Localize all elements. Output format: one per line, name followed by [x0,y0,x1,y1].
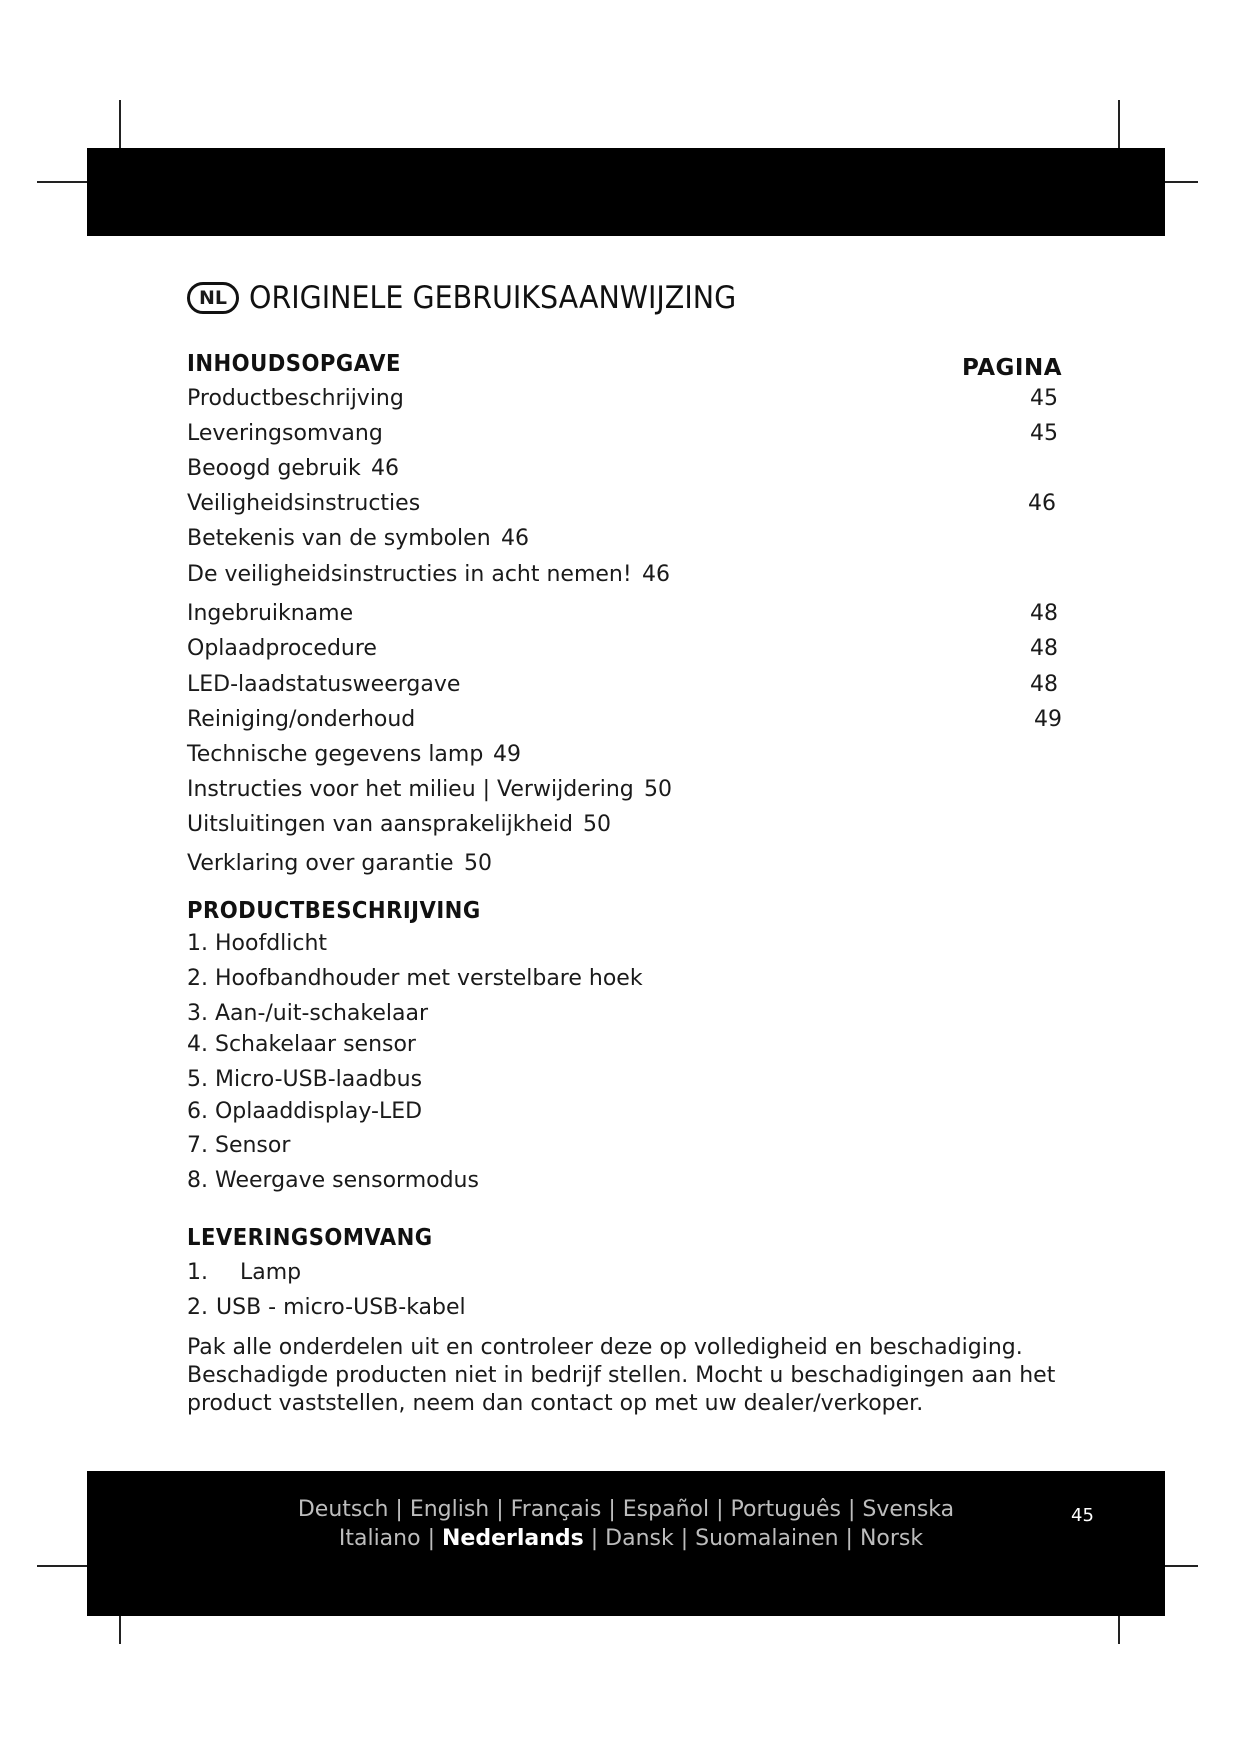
language-link-español[interactable]: Español [622,1497,710,1522]
toc-entry-label: Ingebruikname [187,601,354,626]
toc-entry-label: Betekenis van de symbolen [187,526,491,551]
toc-entry [187,851,1060,883]
language-link-norsk[interactable]: Norsk [859,1526,924,1551]
language-separator: | [420,1526,442,1551]
delivery-item-label: Lamp [240,1260,302,1285]
language-separator: | [840,1497,863,1522]
document-title: ORIGINELE GEBRUIKSAANWIJZING [249,280,737,316]
header-band [87,148,1165,236]
toc-entry-label: Veiligheidsinstructies [187,491,421,516]
toc-heading: INHOUDSOPGAVE [187,351,401,377]
language-link-deutsch[interactable]: Deutsch [297,1497,389,1522]
toc-entry-page: 46 [501,526,529,551]
product-description-heading: PRODUCTBESCHRIJVING [187,898,481,924]
toc-entry-page: 46 [1028,491,1056,516]
toc-entry [187,707,1060,739]
paragraph-line: product vaststellen, neem dan contact op met uw dealer/verkoper. [187,1391,924,1416]
language-link-english[interactable]: English [409,1497,490,1522]
product-part-item: 6. Oplaaddisplay-LED [187,1099,423,1124]
language-separator: | [583,1526,606,1551]
toc-entry-page: 50 [464,851,492,876]
delivery-paragraph [187,1334,1087,1418]
product-part-item: 5. Micro-USB-laadbus [187,1067,423,1092]
product-part-item: 2. Hoofbandhouder met verstelbare hoek [187,966,643,991]
page-number: 45 [1071,1505,1094,1526]
language-separator: | [673,1526,696,1551]
delivery-item-number: 1. [187,1260,208,1285]
toc-entry-label: Instructies voor het milieu | Verwijdering [187,777,634,802]
toc-entry-page: 45 [1030,386,1058,411]
toc-entry [187,742,1060,774]
language-separator: | [388,1497,410,1522]
language-separator: | [838,1526,860,1551]
toc-entry-page: 46 [642,562,670,587]
language-line-1 [87,1495,1165,1524]
product-part-item: 4. Schakelaar sensor [187,1032,416,1057]
toc-entry [187,672,1060,704]
toc-entry-page: 50 [644,777,672,802]
toc-entry [187,386,1060,418]
delivery-item [187,1260,301,1285]
language-link-français[interactable]: Français [510,1497,602,1522]
toc-entry-page: 48 [1030,672,1058,697]
toc-entry-label: Uitsluitingen van aansprakelijkheid [187,812,574,837]
toc-entry-label: De veiligheidsinstructies in acht nemen! [187,562,632,587]
paragraph-line: Beschadigde producten niet in bedrijf stellen. Mocht u beschadigingen aan het [187,1363,1056,1388]
language-separator: | [489,1497,511,1522]
toc-entry [187,636,1060,668]
toc-entry-page: 48 [1030,636,1058,661]
toc-entry-label: Beoogd gebruik [187,456,361,481]
paragraph-line: Pak alle onderdelen uit en controleer deze op volledigheid en beschadiging. [187,1335,1023,1360]
delivery-item [187,1295,466,1320]
toc-entry [187,421,1060,453]
language-switcher [87,1495,1165,1553]
toc-entry [187,526,1060,558]
language-link-svenska[interactable]: Svenska [862,1497,955,1522]
toc-entry-label: LED-laadstatusweergave [187,672,461,697]
toc-entry-label: Verklaring over garantie [187,851,454,876]
toc-page-heading: PAGINA [961,355,1062,381]
toc-entry [187,812,1060,844]
language-link-nederlands[interactable]: Nederlands [441,1526,584,1551]
product-part-item: 1. Hoofdlicht [187,931,328,956]
toc-entry-page: 45 [1030,421,1058,446]
toc-entry-page: 49 [1034,707,1062,732]
language-link-português[interactable]: Português [730,1497,841,1522]
language-separator: | [709,1497,731,1522]
toc-entry-label: Technische gegevens lamp [187,742,484,767]
product-part-item: 8. Weergave sensormodus [187,1168,479,1193]
toc-entry [187,777,1060,809]
language-link-dansk[interactable]: Dansk [605,1526,674,1551]
toc-entry-label: Reiniging/onderhoud [187,707,416,732]
language-line-2 [87,1524,1165,1553]
document-title-row [187,280,779,316]
language-link-suomalainen[interactable]: Suomalainen [695,1526,839,1551]
delivery-item-label: USB - micro-USB-kabel [216,1295,466,1320]
toc-entry-label: Leveringsomvang [187,421,383,446]
toc-entry-page: 48 [1030,601,1058,626]
toc-entry-page: 49 [493,742,521,767]
delivery-item-number: 2. [187,1295,208,1320]
product-part-item: 7. Sensor [187,1133,291,1158]
toc-entry [187,562,1060,594]
toc-entry-page: 50 [583,812,611,837]
product-part-item: 3. Aan-/uit-schakelaar [187,1001,429,1026]
toc-entry-page: 46 [371,456,399,481]
language-separator: | [601,1497,623,1522]
language-link-italiano[interactable]: Italiano [338,1526,421,1551]
toc-entry [187,456,1060,488]
toc-entry [187,601,1060,633]
toc-entry-label: Oplaadprocedure [187,636,377,661]
toc-entry-label: Productbeschrijving [187,386,404,411]
delivery-heading: LEVERINGSOMVANG [187,1225,433,1251]
language-badge: NL [187,282,239,314]
toc-entry [187,491,1060,523]
